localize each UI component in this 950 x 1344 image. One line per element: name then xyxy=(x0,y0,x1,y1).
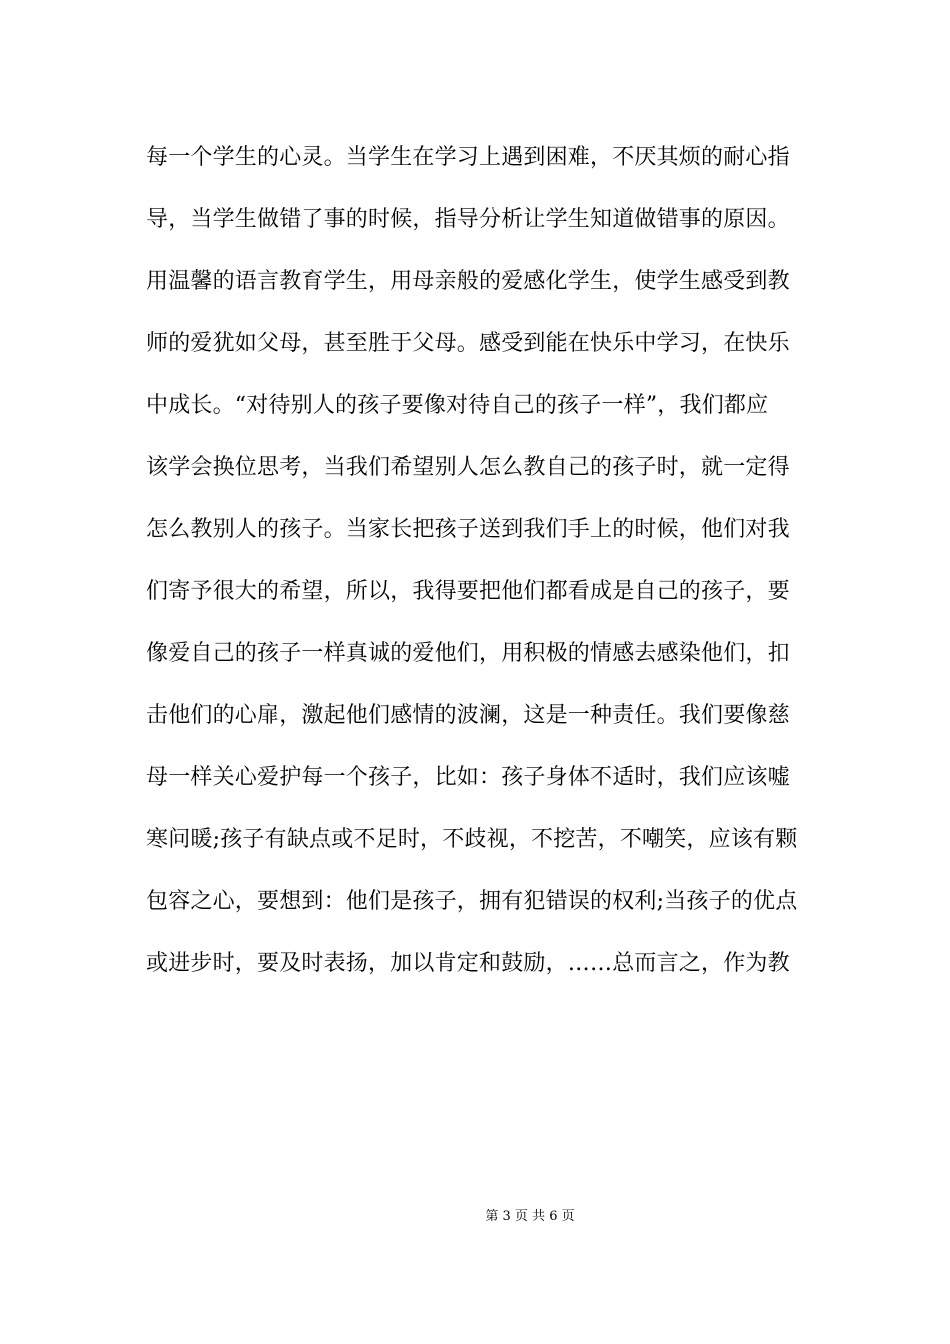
text-line: 师的爱犹如父母，甚至胜于父母。感受到能在快乐中学习，在快乐 xyxy=(146,331,790,356)
text-line: 寒问暖;孩子有缺点或不足时，不歧视，不挖苦，不嘲笑，应该有颗 xyxy=(146,827,798,852)
text-line: 导，当学生做错了事的时候，指导分析让学生知道做错事的原因。 xyxy=(146,207,790,232)
text-line: 们寄予很大的希望，所以，我得要把他们都看成是自己的孩子，要 xyxy=(146,579,790,604)
text-line: 每一个学生的心灵。当学生在学习上遇到困难，不厌其烦的耐心指 xyxy=(146,145,790,170)
text-line: 中成长。“对待别人的孩子要像对待自己的孩子一样”，我们都应 xyxy=(146,393,769,418)
text-line: 怎么教别人的孩子。当家长把孩子送到我们手上的时候，他们对我 xyxy=(146,517,790,542)
page-number-footer: 第 3 页 共 6 页 xyxy=(485,1209,575,1224)
text-line: 击他们的心扉，激起他们感情的波澜，这是一种责任。我们要像慈 xyxy=(146,703,790,728)
text-line: 用温馨的语言教育学生，用母亲般的爱感化学生，使学生感受到教 xyxy=(146,269,790,294)
body-text xyxy=(146,138,816,1006)
text-line: 包容之心，要想到：他们是孩子，拥有犯错误的权利;当孩子的优点 xyxy=(146,889,798,914)
text-line: 该学会换位思考，当我们希望别人怎么教自己的孩子时，就一定得 xyxy=(146,455,790,480)
text-line: 母一样关心爱护每一个孩子，比如：孩子身体不适时，我们应该嘘 xyxy=(146,765,790,790)
text-line: 或进步时，要及时表扬，加以肯定和鼓励，……总而言之，作为教 xyxy=(146,951,790,976)
text-line: 像爱自己的孩子一样真诚的爱他们，用积极的情感去感染他们，扣 xyxy=(146,641,790,666)
